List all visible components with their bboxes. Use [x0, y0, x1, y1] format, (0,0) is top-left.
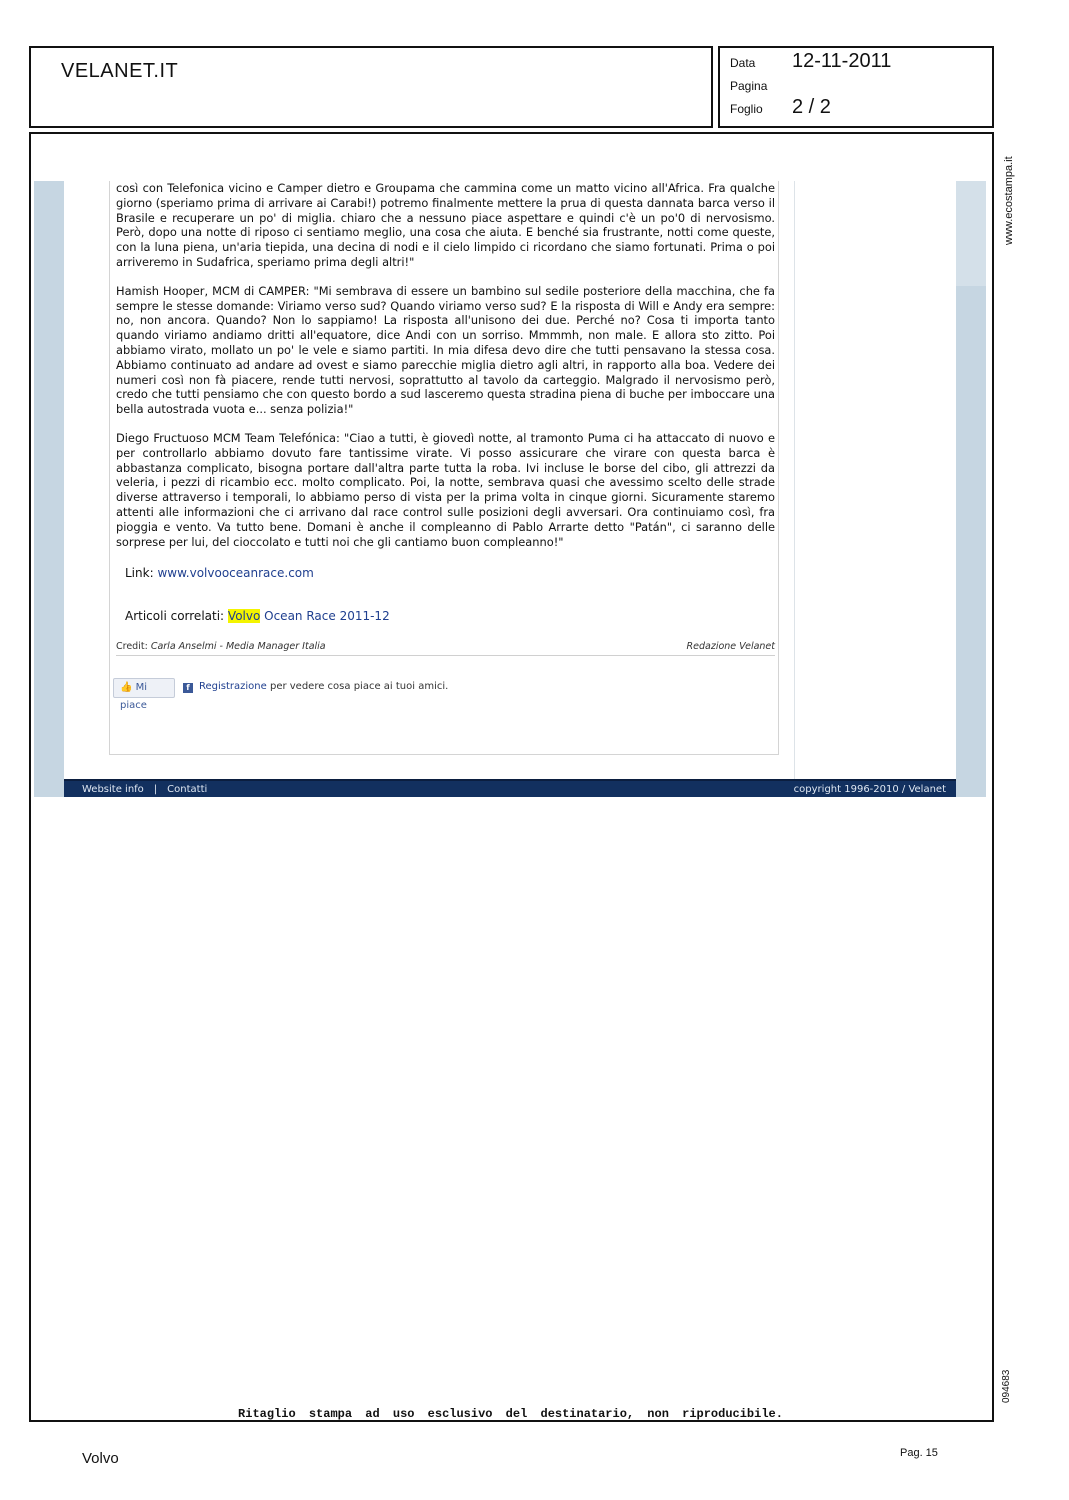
clipping-meta-box: [718, 46, 994, 128]
site-footer-links: [82, 784, 207, 795]
source-link-line: [125, 566, 314, 580]
thumbs-up-icon: 👍: [120, 682, 133, 693]
related-article-link[interactable]: [228, 609, 390, 623]
clipping-code-holder: [1001, 1365, 1015, 1407]
page-background-right-top: [956, 181, 986, 286]
register-text: per vedere cosa piace ai tuoi amici.: [266, 681, 449, 692]
column-divider: [794, 181, 795, 779]
page-label: Pagina: [730, 79, 768, 93]
link-label: Link:: [125, 566, 154, 580]
credit-author: Carla Anselmi - Media Manager Italia: [150, 641, 326, 652]
sheet-value: 2 / 2: [792, 96, 831, 118]
page-background-left: [34, 181, 64, 797]
article-paragraph: Diego Fructuoso MCM Team Telefónica: "Ciao a tutti, è giovedì notte, al tramonto Puma ci ha attaccato di nuovo e per controllarlo abbiamo dovuto fare tantissime virate. Vi posso assicurare che virare con questa barca è abbastanza complicato, bisogna portare dall'altra parte tutta la roba. Ivi incluse le borse del cibo, gli attrezzi da veleria, i pezzi di ricambio ecc. molto complicato. Poi, la notte, sembrava quasi che avessimo scelto delle strade diverse attraverso i temporali, lo abbiamo perso di vista per la prima volta in cinque giorni. Sicuramente staremo attenti alle informazioni che ci arrivano dal race control sulle posizioni degli avversari. Ora continuiamo così, fra pioggia e vento. Va tutto bene. Domani è anche il compleanno di Pablo Arrarte detto "Patán", ci saranno delle sorprese per lui, del cioccolato e tutti noi che gli cantiamo buon compleanno!": [116, 430, 775, 549]
web-page-clipping: [34, 181, 986, 797]
facebook-icon: f: [183, 683, 193, 693]
footer-separator: |: [153, 784, 158, 795]
reproduction-notice: Ritaglio stampa ad uso esclusivo del destinatario, non riproducibile.: [238, 1407, 783, 1421]
date-value: 12-11-2011: [792, 50, 892, 72]
contatti-link[interactable]: Contatti: [167, 784, 208, 795]
related-article-title: Ocean Race 2011-12: [260, 609, 390, 623]
page-number: Pag. 15: [900, 1447, 938, 1459]
article-paragraph: così con Telefonica vicino e Camper dietro e Groupama che cammina come un matto vicino all'Africa. Fra qualche giorno (speriamo prima di arrivare ai Carabi!) potremo finalmente mettere la prua di questa dannata barca verso il Brasile e recuperare un po' di miglia. chiaro che a nessuno piace aspettare e quindi c'è un po'0 di nervosismo. Però, dopo una notte di riposo ci sentiamo meglio, una cosa che aiuta. E benché sia frustrante, notti come queste, con la luna piena, un'aria tiepida, una decina di nodi e il cielo limpido ci ricordano che siamo fortunati. Prima o poi arriveremo in Sudafrica, speriamo prima degli altri!": [116, 181, 775, 269]
publication-header: [29, 46, 713, 128]
ecostampa-watermark: [1003, 145, 1017, 255]
source-link[interactable]: www.volvooceanrace.com: [157, 566, 314, 580]
like-button[interactable]: [113, 678, 175, 711]
topic-tag: Volvo: [82, 1450, 119, 1467]
credit-line: [116, 641, 775, 656]
article-card: [109, 181, 779, 755]
article-body: [116, 181, 775, 563]
related-articles-line: [125, 609, 390, 623]
byline: Redazione Velanet: [686, 641, 775, 652]
clipping-code: 094683: [1001, 1369, 1012, 1403]
sheet-label: Foglio: [730, 102, 763, 116]
ecostampa-url: www.ecostampa.it: [1003, 156, 1015, 245]
web-main-column: [64, 181, 956, 779]
website-info-link[interactable]: Website info: [82, 784, 144, 795]
search-highlight: Volvo: [227, 609, 261, 623]
publication-name: VELANET.IT: [61, 60, 179, 82]
facebook-register-prompt: [183, 681, 448, 693]
like-label: Mi piace: [120, 682, 148, 711]
article-paragraph: Hamish Hooper, MCM di CAMPER: "Mi sembrava di essere un bambino sul sedile posteriore della macchina, che fa sempre le stesse domande: Viriamo verso sud? Quando viriamo verso sud? E la risposta di Will e Andy era sempre: no, non ancora. Quando? Non lo sappiamo! La risposta all'unisono dei due. Perché no? Cosa ti importa tanto quando viriamo andiamo dritti all'equatore, dice Andi con un sorriso. Mmmmh, non male. E allora sto zitto. Poi abbiamo virato, mollato un po' le vele e siamo partiti. In mia difesa devo dire che tutti pensavano la stessa cosa. Abbiamo continuato ad andare ad ovest e siamo parecchie miglia dietro agli altri, in rapporto alla boa. Vedere dei numeri così non fà piacere, rende tutti nervosi, soprattutto al tavolo da carteggio. Malgrado il nervosismo però, credo che tutti pensiamo che con questo bordo a sud lasceremo questa stradina piena di buche per imboccare una bella autostrada vuota e... senza polizia!": [116, 283, 775, 417]
register-link[interactable]: Registrazione: [199, 681, 267, 692]
site-footer-bar: [64, 779, 956, 797]
credit-label: Credit:: [116, 641, 148, 652]
date-label: Data: [730, 56, 756, 70]
related-label: Articoli correlati:: [125, 609, 225, 623]
site-copyright: copyright 1996-2010 / Velanet: [793, 784, 946, 795]
